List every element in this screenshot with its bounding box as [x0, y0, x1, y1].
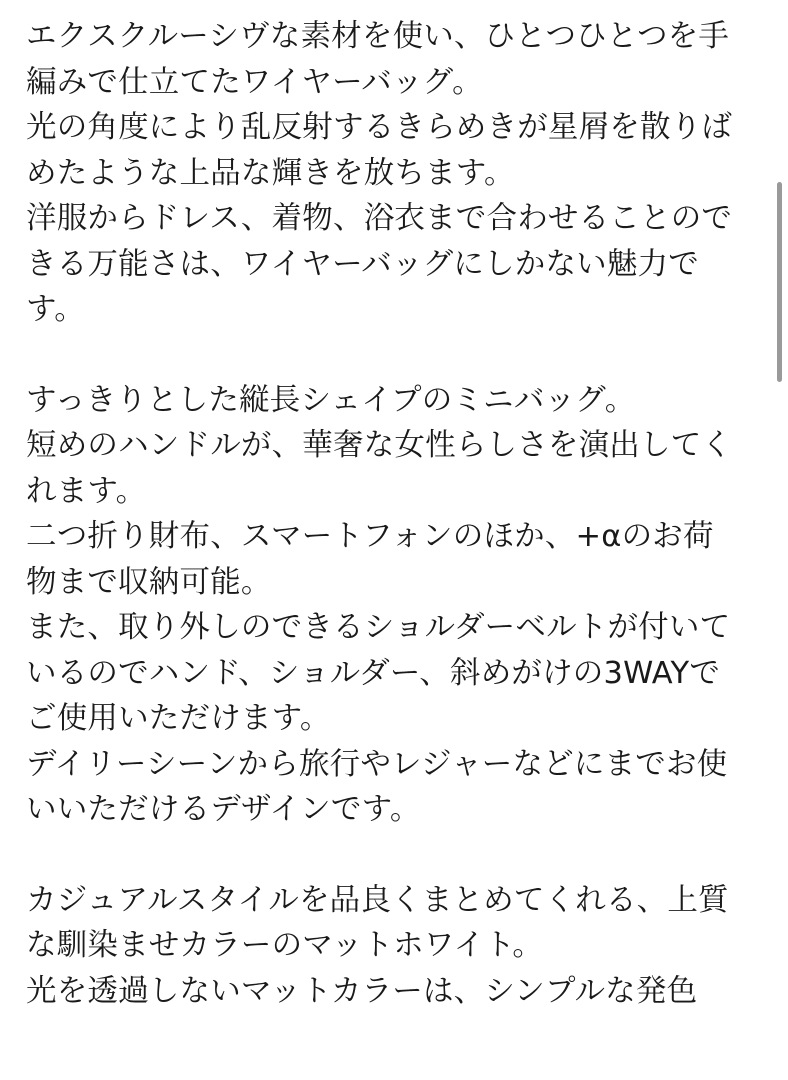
paragraph-line: また、取り外しのできるショルダーベルトが付いているのでハンド、ショルダー、斜めがけの3WAYでご使用いただけます。: [26, 610, 731, 736]
paragraph-spacer: [26, 333, 742, 378]
paragraph-line: 光を透過しないマットカラーは、シンプルな発色: [26, 973, 698, 1009]
paragraph-line: すっきりとした縦長シェイプのミニバッグ。: [26, 382, 636, 418]
paragraph-line: 光の角度により乱反射するきらめきが星屑を散りばめたような上品な輝きを放ちます。: [26, 110, 733, 191]
paragraph-line: 二つ折り財布、スマートフォンのほか、+αのお荷物まで収納可能。: [26, 519, 714, 600]
paragraph-line: エクスクルーシヴな素材を使い、ひとつひとつを手編みで仕立てたワイヤーバッグ。: [26, 19, 730, 100]
paragraph-line: 短めのハンドルが、華奢な女性らしさを演出してくれます。: [26, 428, 733, 509]
vertical-scrollbar[interactable]: [779, 0, 785, 1080]
paragraph-line: カジュアルスタイルを品良くまとめてくれる、上質な馴染ませカラーのマットホワイト。: [26, 882, 729, 963]
paragraph-spacer: [26, 833, 742, 878]
document-content: [26, 14, 742, 1014]
paragraph-line: 洋服からドレス、着物、浴衣まで合わせることのできる万能さは、ワイヤーバッグにしかない魅力です。: [26, 201, 733, 327]
paragraph-line: デイリーシーンから旅行やレジャーなどにまでお使いいただけるデザインです。: [26, 746, 728, 827]
scrollbar-thumb[interactable]: [777, 182, 782, 382]
